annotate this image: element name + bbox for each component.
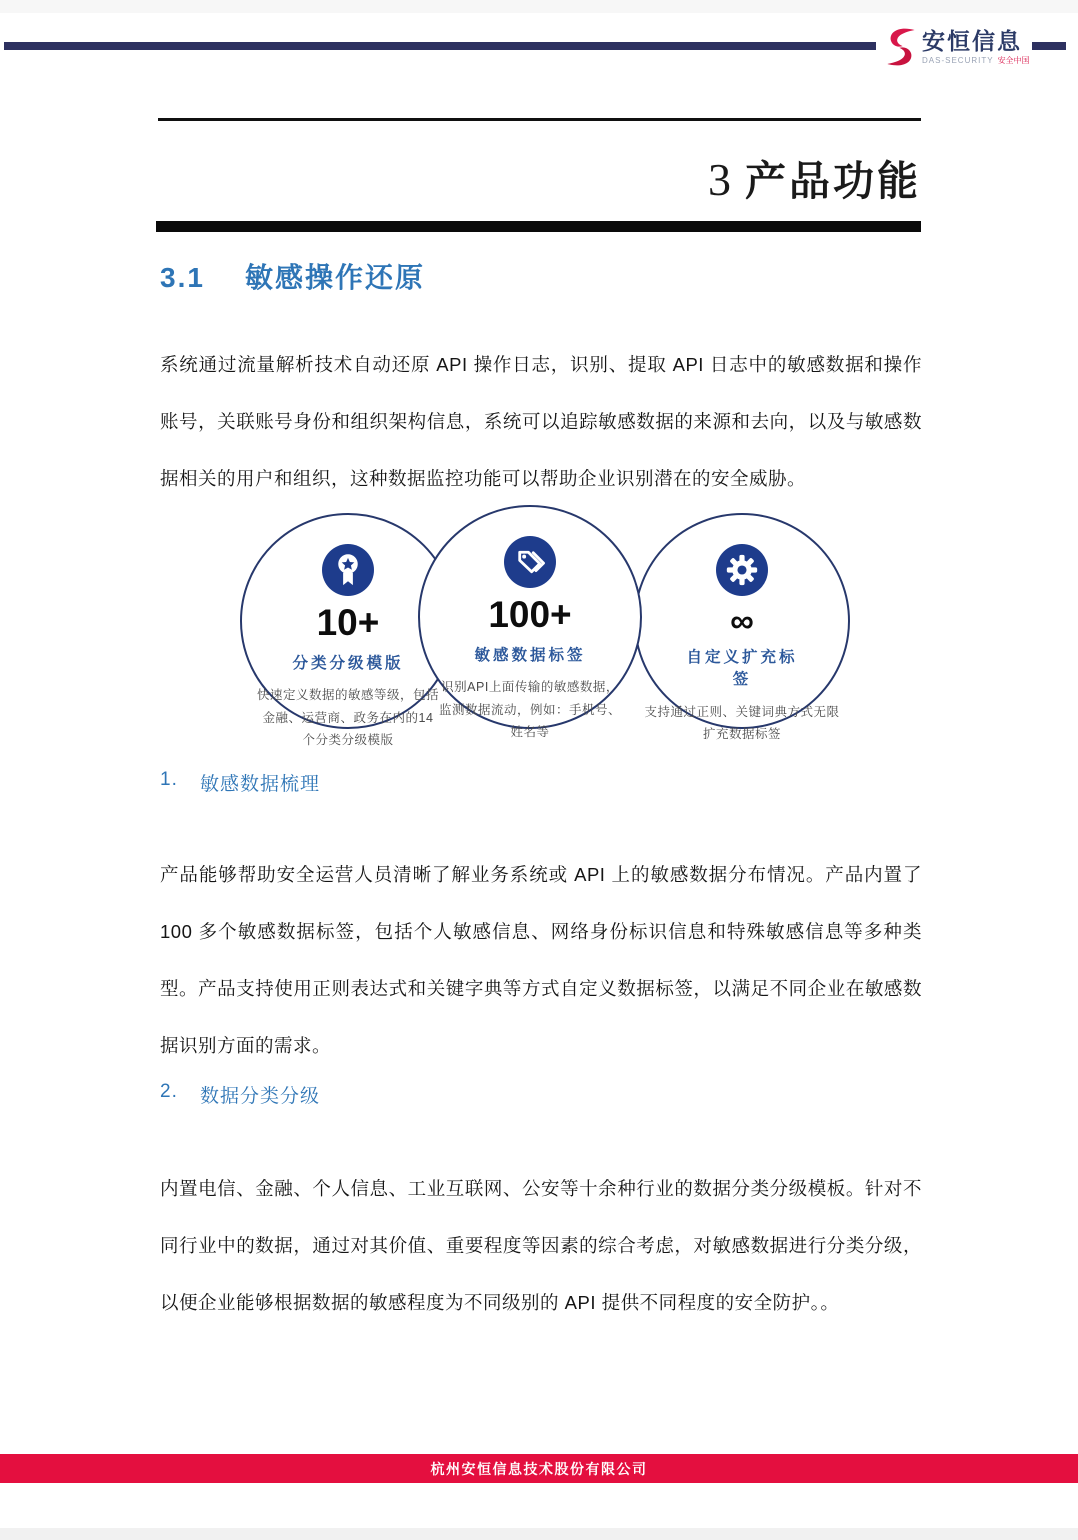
logo-tagline: 安全中国	[997, 55, 1030, 65]
circle-description: 快速定义数据的敏感等级，包括金融、运营商、政务在内的14个分类分级模版	[257, 688, 440, 748]
subsection-heading-1	[160, 769, 320, 796]
tag-icon	[504, 536, 556, 588]
top-scan-strip	[0, 0, 1078, 13]
company-logo	[884, 20, 1034, 74]
footer-company-bar	[0, 1454, 1078, 1483]
intro-paragraph: 系统通过流量解析技术自动还原 API 操作日志，识别、提取 API 日志中的敏感数据和操作账号，关联账号身份和组织架构信息，系统可以追踪敏感数据的来源和去向，以及与敏感数据相关的用户和组织，这种数据监控功能可以帮助企业识别潜在的安全威胁。	[160, 353, 922, 489]
header-rule-left	[4, 42, 876, 50]
chapter-rule-top	[158, 118, 921, 121]
chapter-number: 3	[708, 154, 731, 205]
logo-text	[922, 27, 1030, 65]
chapter-rule-bottom	[156, 221, 921, 232]
circle-label: 分类分级模版	[292, 655, 404, 672]
subsection-2-paragraph: 内置电信、金融、个人信息、工业互联网、公安等十余种行业的数据分类分级模板。针对不同行业中的数据，通过对其价值、重要程度等因素的综合考虑，对敏感数据进行分类分级，以便企业能够根据数据的敏感程度为不同级别的 API 提供不同程度的安全防护。。	[160, 1177, 922, 1313]
subsection-1-paragraph: 产品能够帮助安全运营人员清晰了解业务系统或 API 上的敏感数据分布情况。产品内置了 100 多个敏感数据标签，包括个人敏感信息、网络身份标识信息和特殊敏感信息等多种类型。产品支持使用正则表达式和关键字典等方式自定义数据标签，以满足不同企业在敏感数据识别方面的需求。	[160, 863, 922, 1056]
circle-label: 自定义扩充标签	[686, 649, 798, 689]
bottom-scan-strip	[0, 1528, 1078, 1540]
award-icon	[322, 544, 374, 596]
logo-name-en: DAS-SECURITY	[922, 55, 994, 65]
circle-label: 敏感数据标签	[474, 647, 586, 664]
subsection-number: 2.	[160, 1081, 178, 1102]
footer-company-name: 杭州安恒信息技术股份有限公司	[430, 1460, 648, 1477]
subsection-number: 1.	[160, 769, 178, 790]
circle-value: ∞	[730, 602, 754, 639]
section-heading	[160, 256, 425, 296]
subsection-heading-2	[160, 1081, 320, 1108]
das-security-logo-icon	[884, 24, 918, 70]
feature-circles-diagram	[240, 505, 852, 748]
circle-value: 10+	[316, 602, 380, 643]
subsection-label: 数据分类分级	[200, 1086, 321, 1107]
section-number: 3.1	[160, 262, 205, 293]
gear-icon	[716, 544, 768, 596]
circle-custom-extended-tags	[634, 513, 850, 742]
chapter-heading	[708, 148, 921, 207]
logo-name-cn: 安恒信息	[922, 27, 1022, 54]
circle-description: 支持通过正则、关键词典方式无限扩充数据标签	[644, 704, 840, 742]
section-title: 敏感操作还原	[244, 262, 425, 293]
subsection-label: 敏感数据梳理	[200, 774, 321, 795]
circle-value: 100+	[488, 594, 572, 635]
chapter-title: 产品功能	[745, 158, 921, 204]
header-rule-right	[1032, 42, 1066, 50]
circle-sensitive-data-tags	[418, 505, 642, 740]
circle-description: 识别API上面传输的敏感数据，监测数据流动，例如：手机号、姓名等	[439, 680, 622, 740]
